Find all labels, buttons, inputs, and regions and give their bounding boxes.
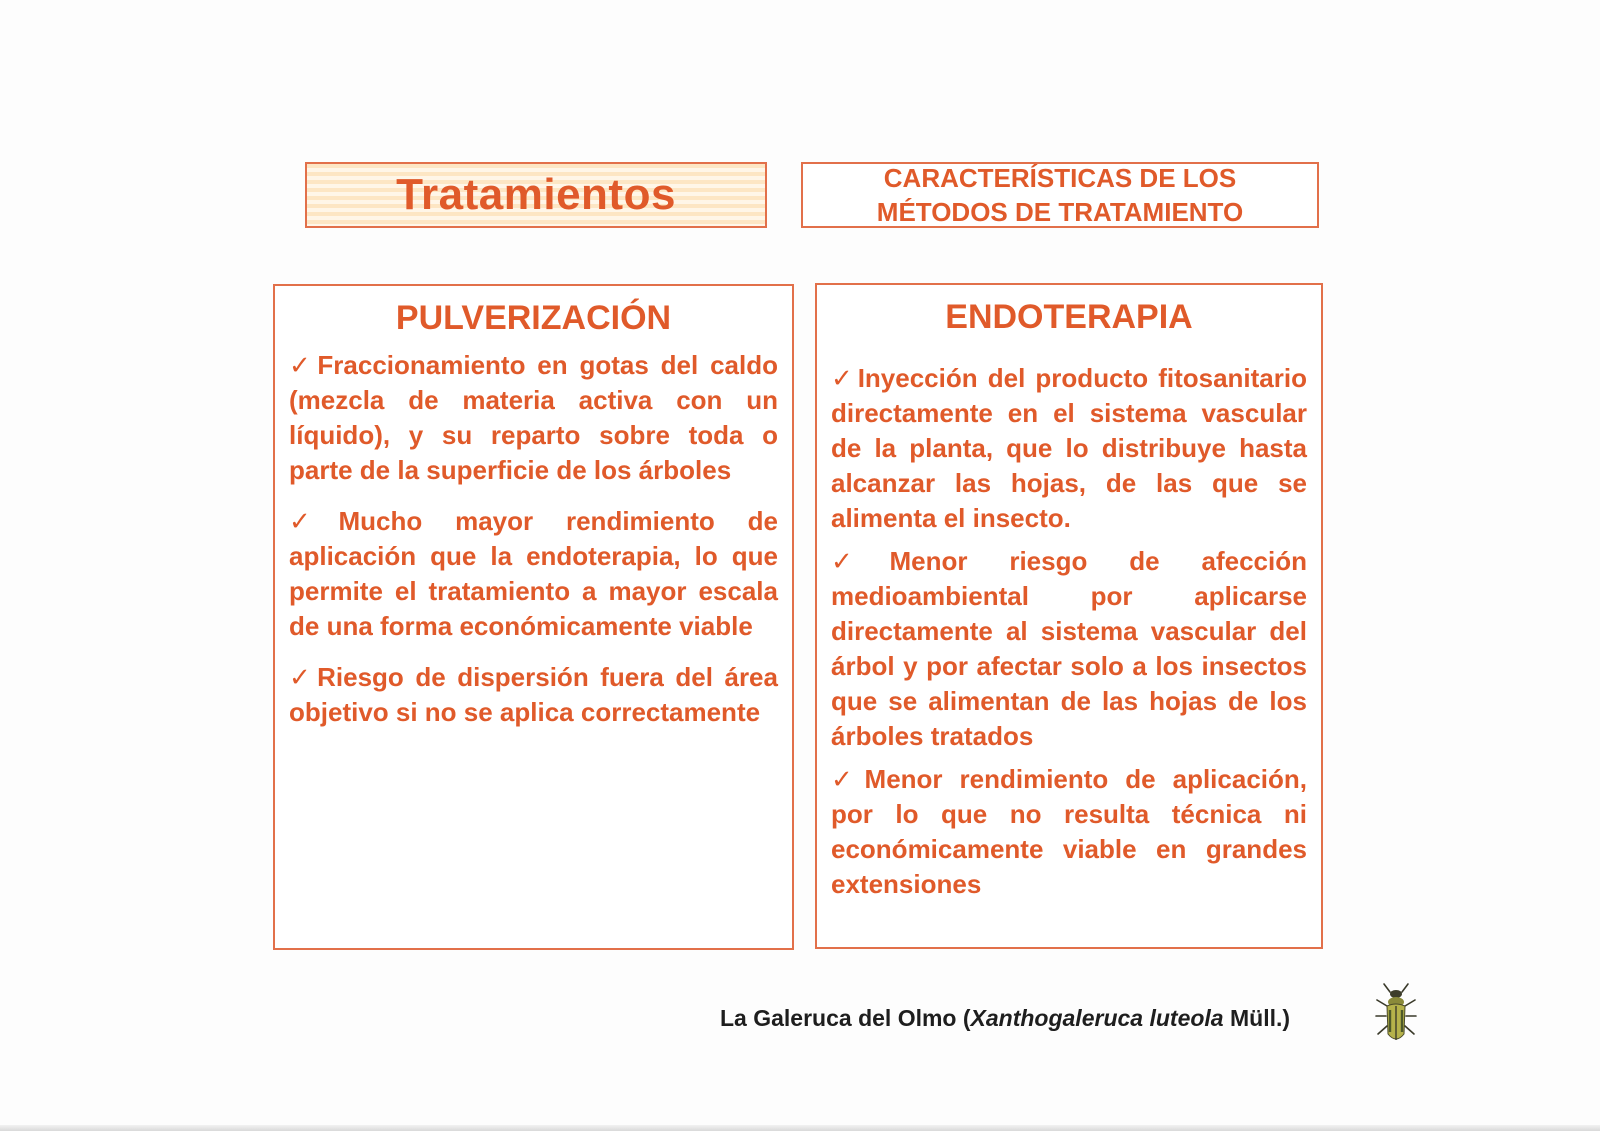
check-icon: ✓	[289, 350, 316, 380]
list-item-text: Fraccionamiento en gotas del caldo (mezcla de materia activa con un líquido), y su reparto sobre toda o parte de la superficie de los árboles	[289, 350, 778, 485]
panel-endoterapia	[815, 283, 1323, 949]
page-title: Tratamientos	[396, 170, 676, 219]
list-item-text: Riesgo de dispersión fuera del área objetivo si no se aplica correctamente	[289, 662, 778, 727]
scan-edge	[0, 1125, 1600, 1131]
panel-heading-endoterapia: ENDOTERAPIA	[945, 298, 1193, 336]
check-icon: ✓	[831, 546, 888, 576]
footer-species: Xanthogaleruca luteola	[970, 1005, 1224, 1031]
check-icon: ✓	[289, 506, 337, 536]
list-item	[831, 361, 1307, 536]
panel-pulverizacion	[273, 284, 794, 950]
beetle-icon	[1372, 982, 1420, 1046]
subtitle-line-1: CARACTERÍSTICAS DE LOS	[883, 163, 1237, 193]
list-item-text: Mucho mayor rendimiento de aplicación que la endoterapia, lo que permite el tratamiento a mayor escala de una forma económicamente viable	[289, 506, 778, 641]
check-icon: ✓	[831, 764, 863, 794]
title-box	[305, 162, 767, 228]
check-icon: ✓	[289, 662, 316, 692]
footer-prefix: La Galeruca del Olmo (	[720, 1005, 971, 1031]
list-item-text: Inyección del producto fitosanitario directamente en el sistema vascular de la planta, que lo distribuye hasta alcanzar las hojas, de las que se alimenta el insecto.	[831, 363, 1307, 533]
check-icon: ✓	[831, 363, 856, 393]
list-item-text: Menor riesgo de afección medioambiental por aplicarse directamente al sistema vascular del árbol y por afectar solo a los insectos que se alimentan de las hojas de los árboles tratados	[831, 546, 1307, 751]
subtitle-box	[801, 162, 1319, 228]
list-item	[831, 762, 1307, 902]
list-item	[831, 544, 1307, 754]
list-item	[289, 660, 778, 730]
footer-caption	[720, 1000, 1290, 1036]
list-item	[289, 504, 778, 644]
subtitle-line-2: MÉTODOS DE TRATAMIENTO	[876, 197, 1244, 227]
list-item-text: Menor rendimiento de aplicación, por lo que no resulta técnica ni económicamente viable en grandes extensiones	[831, 764, 1307, 899]
footer-suffix: Müll.)	[1223, 1005, 1291, 1031]
list-item	[289, 348, 778, 488]
panel-heading-pulverizacion: PULVERIZACIÓN	[395, 299, 672, 337]
